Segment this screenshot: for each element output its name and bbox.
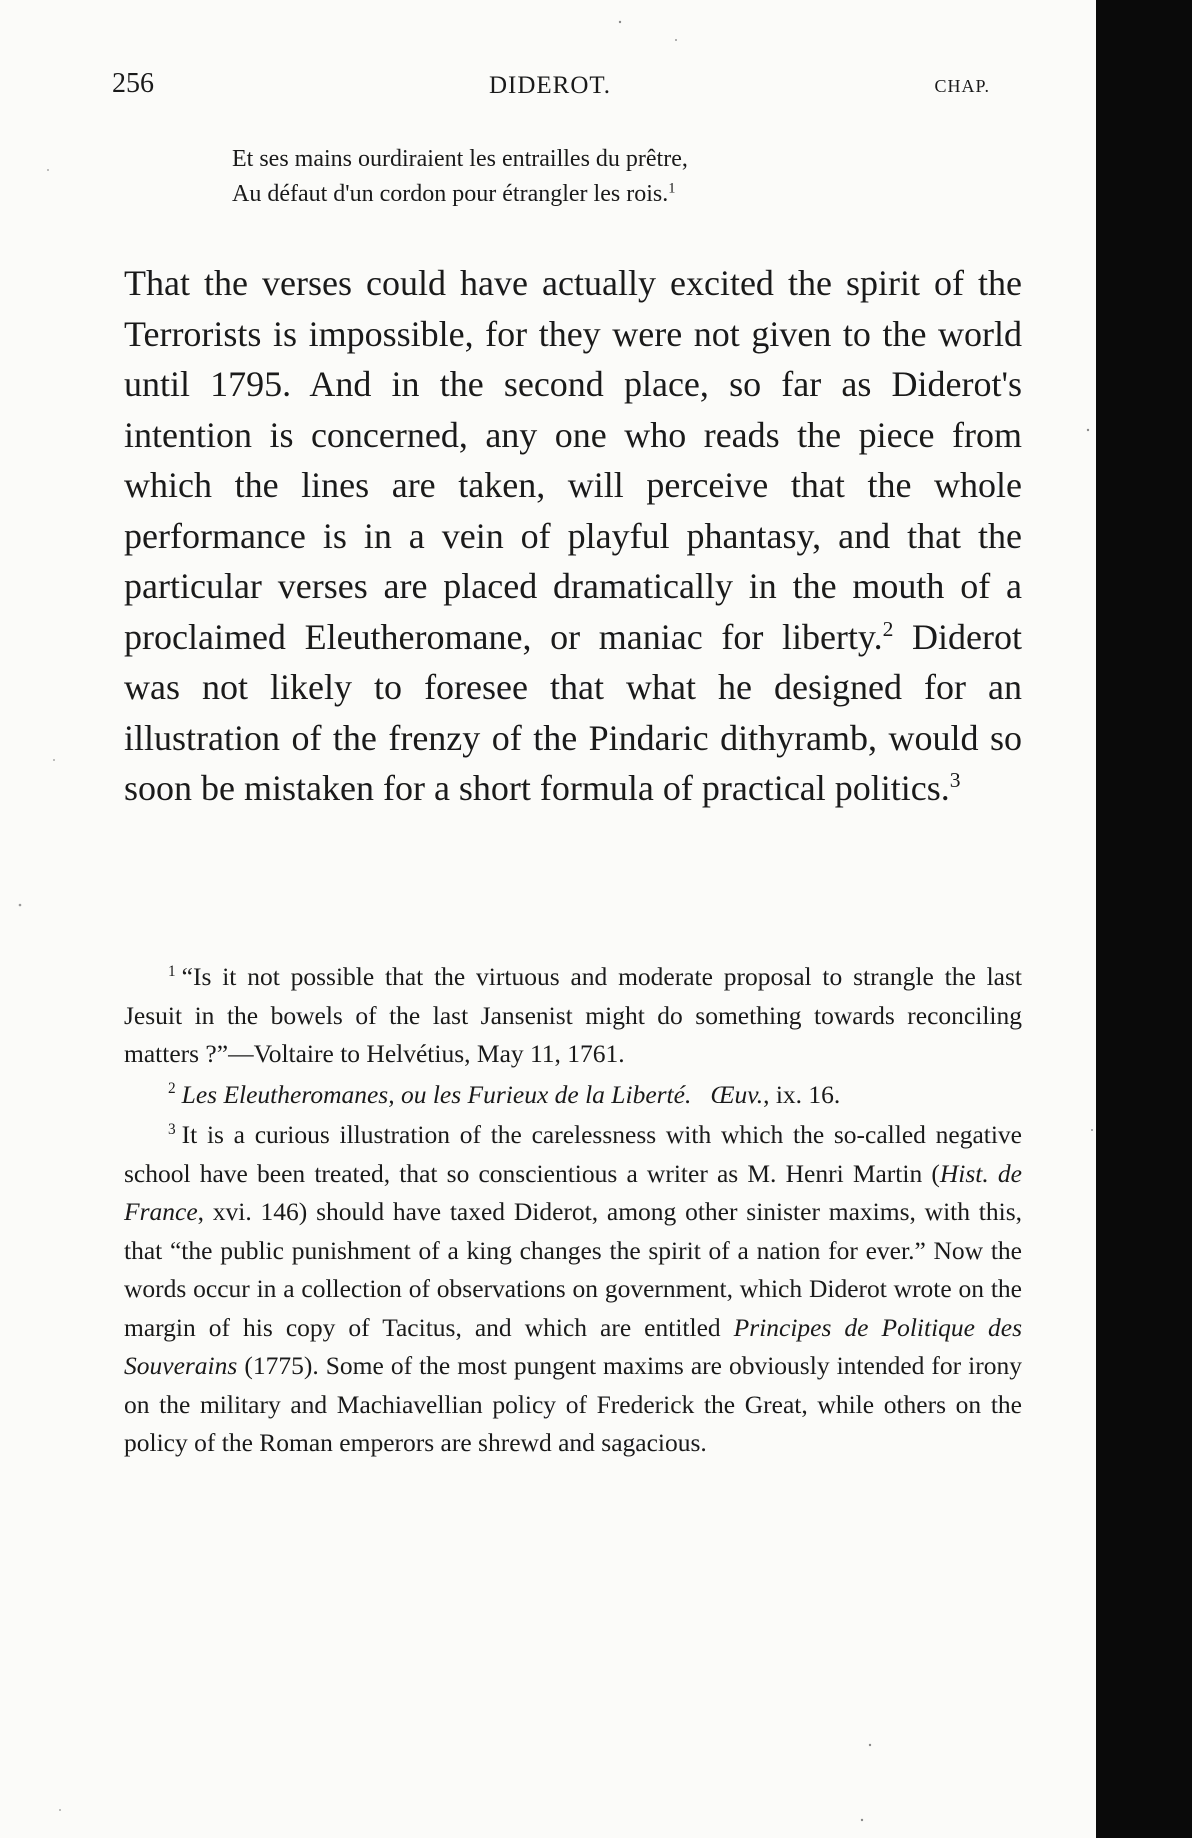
running-header [110,68,990,108]
footnote-2 [124,1076,1022,1115]
footnote-2-work: Œuv. [710,1079,764,1109]
scan-black-edge [1096,0,1192,1838]
paragraph-text-part-1: That the verses could have actually excited the spirit of the Terrorists is impossible, for they were not given to the world until 1795. And in the second place, so far as Diderot's intention is concerned, any one who reads the piece from which the lines are taken, will perceive that the whole performance is in a vein of playful phantasy, and that the particular verses are placed dramatically in the mouth of a proclaimed Eleutheromane, or maniac for liberty. [124,263,1022,657]
page-number: 256 [112,68,154,99]
footnote-reference-2: 2 [882,616,894,641]
footnote-3-text-a: It is a curious illustration of the carelessness with which the so-called negative school have been treated, that so conscientious a writer as M. Henri Martin ( [124,1120,1022,1188]
footnote-3-text-b: , xvi. 146) should have taxed Diderot, among other sinister maxims, with this, that “the public punishment of a king changes the spirit of a nation for ever.” Now the words occur in a collection of observations on government, which Diderot wrote on the margin of his copy of Tacitus, and which are entitled [124,1197,1022,1342]
paragraph-text-part-2: Diderot was not likely to foresee that what he designed for an illustration of the frenzy of the Pindaric dithyramb, would so soon be mistaken for a short formula of practical politics. [124,616,1023,808]
footnote-3-marker: 3 [168,1120,176,1138]
footnote-1-marker: 1 [168,962,176,980]
footnote-2-title: Les Eleutheromanes, ou les Furieux de la Liberté. [181,1079,692,1109]
footnote-3-italic-b: Principes de Politique des Souverains [124,1312,1022,1380]
footnote-2-ref: , ix. 16. [763,1079,841,1109]
footnote-1 [124,958,1022,1074]
running-title: DIDEROT. [488,72,612,99]
footnote-2-marker: 2 [168,1080,176,1098]
main-paragraph [124,258,1022,814]
footnote-3-text-c: (1775). Some of the most pungent maxims are obviously intended for irony on the military and Machiavellian policy of Frederick the Great, while others on the policy of the Roman emperors are shrewd and sagacious. [124,1351,1022,1457]
verse-line-1: Et ses mains ourdiraient les entrailles du prêtre, [232,146,688,172]
verse-line-2: Au défaut d'un cordon pour étrangler les rois.$^1$ [232,180,676,207]
footnote-3-italic-a: Hist. de France [124,1158,1022,1226]
footnote-3 [124,1116,1022,1463]
footnote-1-text: “Is it not possible that the virtuous and moderate proposal to strangle the last Jesuit in the bowels of the last Jansenist might do something towards reconciling matters ?”—Voltaire to Helvétius, May 11, 1761. [124,962,1022,1068]
footnote-reference-1: 1 [668,180,676,197]
footnote-reference-3: 3 [949,768,961,793]
french-verse-quotation [232,142,992,212]
footnotes [124,958,1022,1463]
chapter-mark: CHAP. [934,76,990,96]
